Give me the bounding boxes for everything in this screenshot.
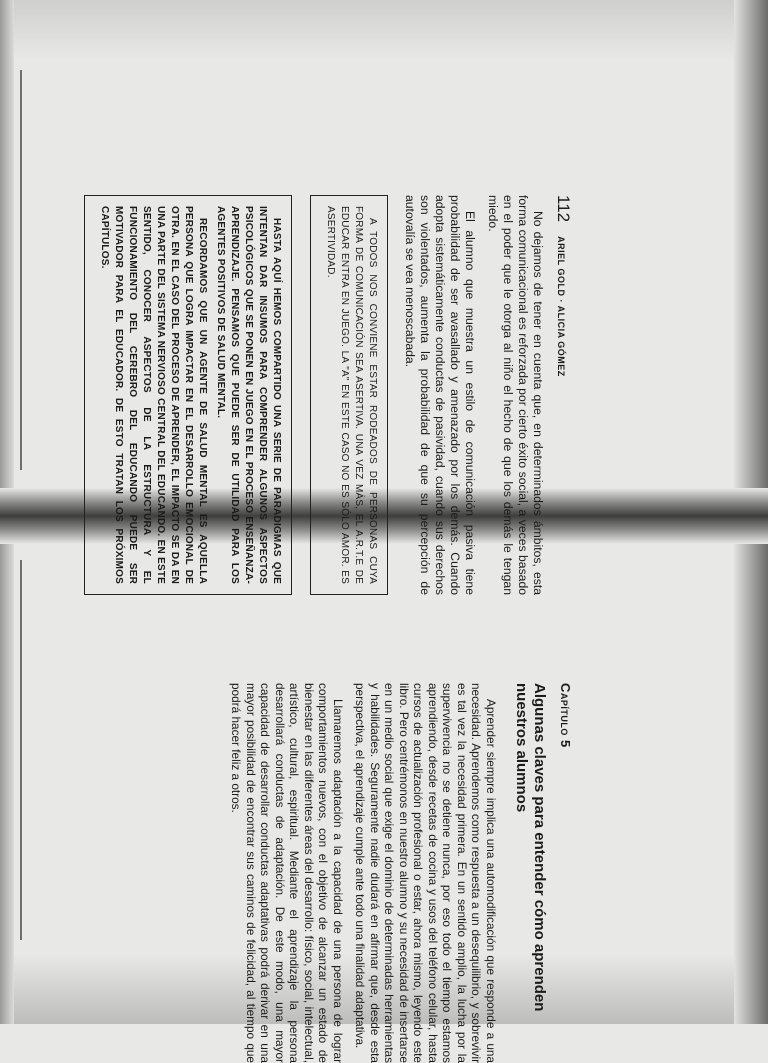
- paragraph: Llamaremos adaptación a la capacidad de una persona de lograr comportamientos nuevos, con el objetivo de alcanzar un estado de bienestar en las diferentes áreas del desarrollo: físico, social, intelectual, artístico, cultural, espiritual. Mediante el aprendizaje la persona desarrollará conductas de adaptación. De este modo, una mayor capacidad de desarrollar conductas adaptativas podrá derivar en una mayor posibilidad de encontrar sus caminos de felicidad, al tiempo que podrá hacer feliz a otros.: [229, 683, 345, 1063]
- paragraph: Aprender siempre implica una automodificación que responde a una necesidad. Aprendemos como respuesta a un desequilibrio, y sobrevivir es tal vez la necesidad primera. En un sentido amplio, la lucha por la supervivencia no se detiene nunca, por eso todo el tiempo estamos aprendiendo, desde recetas de cocina y usos del teléfono celular, hasta cursos de actualización profesional o estar, ahora mismo, leyendo este libro. Pero centrémonos en nuestro alumno y su necesidad de insertarse en un medio social que exige el dominio de determinadas herramientas y habilidades. Seguramente nadie dudará en afirmar que, desde esta perspectiva, el aprendizaje cumple ante todo una finalidad adaptativa.: [353, 683, 498, 1063]
- page-number: 112: [554, 195, 573, 223]
- left-page: [0, 195, 573, 595]
- chapter-label: Capítulo 5: [558, 683, 573, 748]
- box-text: A TODOS NOS CONVIENE ESTAR RODEADOS DE PERSONAS CUYA FORMA DE COMUNICACIÓN SEA ASERTIVA. UNA VEZ MÁS, EL A.R.T.E DE EDUCAR ENTRA EN JUEGO. LA "A" EN ESTE CASO NO ES SÓLO AMOR. ES ASERTIVIDAD.: [325, 206, 378, 584]
- box-paragraph: RECORDAMOS QUE UN AGENTE DE SALUD MENTAL ES AQUELLA PERSONA QUE LOGRA IMPACTAR EN EL DESARROLLO EMOCIONAL DE OTRA. EN EL CASO DEL PROCESO DE APRENDER, EL IMPACTO SE DA EN UNA PARTE DEL SISTEMA NERVIOSO CENTRAL DEL EDUCANDO. EN ESTE SENTIDO, CONOCER ASPECTOS DE LA ESTRUCTURA Y EL FUNCIONAMIENTO DEL CEREBRO DEL EDUCANDO PUEDE SER MOTIVADOR PARA EL EDUCADOR. DE ESTO TRATAN LOS PRÓXIMOS CAPÍTULOS.: [99, 206, 208, 584]
- page-header: [553, 195, 573, 595]
- scan-top-shadow: [0, 0, 768, 60]
- paragraph: No dejamos de tener en cuenta que, en determinados ámbitos, esta forma comunicacional es reforzada por cierto éxito social, a veces basado en el poder que le otorga al niño el hecho de que los demás le tengan miedo.: [486, 195, 545, 595]
- summary-box: [84, 195, 292, 595]
- asertividad-box: [310, 195, 388, 595]
- box-paragraph: HASTA AQUÍ HEMOS COMPARTIDO UNA SERIE DE PARADIGMAS QUE INTENTAN DAR INSUMOS PARA COMPRENDER ALGUNOS ASPECTOS PSICOLÓGICOS QUE SE PONEN EN JUEGO EN EL PROCESO ENSEÑANZA-APRENDIZAJE. PENSAMOS QUE PUEDE SER DE UTILIDAD PARA LOS AGENTES POSITIVOS DE SALUD MENTAL.: [215, 206, 282, 584]
- paragraph: El alumno que muestra un estilo de comunicación pasiva tiene probabilidad de ser avasallado y amenazado por los demás. Cuando adopta sistemáticamente conductas de pasividad, cuando sus derechos son violentados, aumenta la probabilidad de que su percepción de autovalía se vea menoscabada.: [403, 195, 477, 595]
- chapter-title: Algunas claves para entender cómo aprenden nuestros alumnos: [513, 683, 548, 1012]
- running-head: ARIEL GOLD · ALICIA GÓMEZ: [556, 236, 566, 377]
- right-page: [0, 683, 573, 1063]
